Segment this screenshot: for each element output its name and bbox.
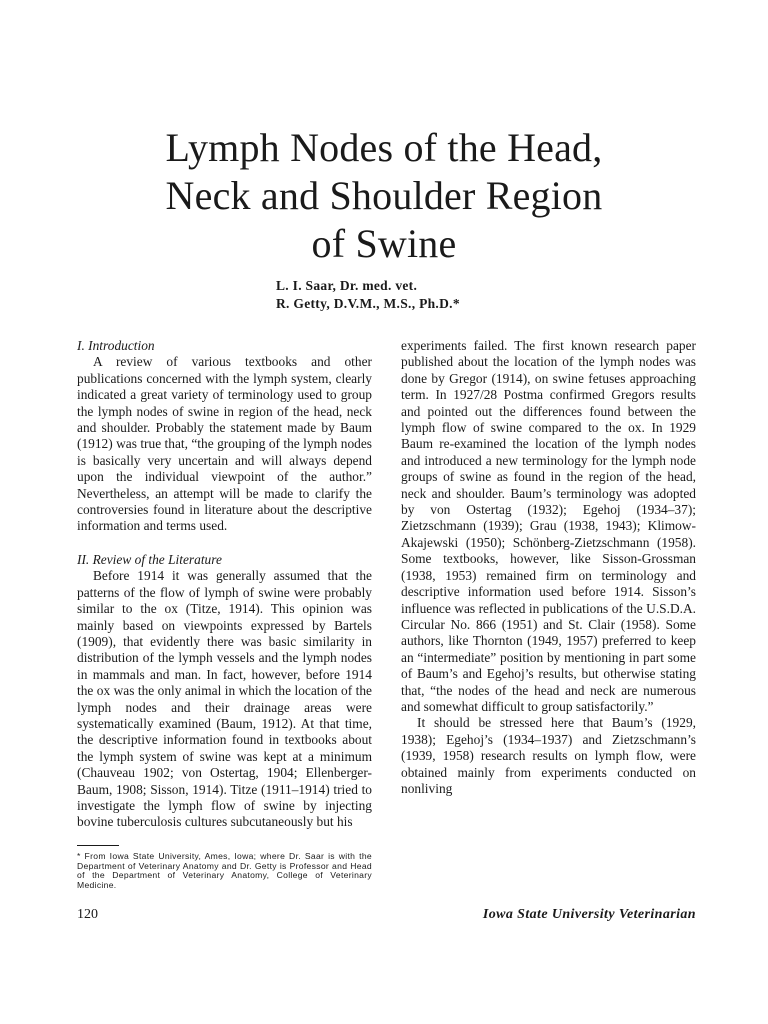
section-heading-introduction: I. Introduction xyxy=(77,338,155,353)
title-line-1: Lymph Nodes of the Head, xyxy=(165,125,603,170)
review-paragraph-1-part-2: experiments failed. The first known research paper published about the location of the lymph nodes was done by Gregor (1914), on swine fetuses approaching term. In 1927/28 Postma confirmed Gregors results and pointed out the differences found between the lymph flow of swine compared to the ox. In 1929 Baum re-examined the location of the lymph nodes and introduced a new terminology for the lymph node groups of swine as found in the region of the head, neck and shoulder. Baum’s terminology was adopted by von Ostertag (1932); Egehoj (1934–37); Zietzschmann (1939); Grau (1938, 1943); Klimow-Akajewski (1950); Schönberg-Zietzschmann (1958). Some textbooks, however, like Sisson-Grossman (1938, 1953) remained firm on terminology and descriptive information used before 1914. Sisson’s influence was reflected in publications of the U.S.D.A. Circular No. 866 (1951) and St. Clair (1958). Some authors, like Thornton (1949, 1957) preferred to keep an “intermediate” position by mentioning in part some of Baum’s and Egehoj’s results, but otherwise stating that, “the nodes of the head and neck are numerous and somewhat difficult to group satisfactorily.” xyxy=(401,338,696,714)
text-column-left xyxy=(77,338,372,831)
title-line-2: Neck and Shoulder Region xyxy=(165,173,603,218)
author-2: R. Getty, D.V.M., M.S., Ph.D.* xyxy=(276,296,460,311)
journal-name: Iowa State University Veterinarian xyxy=(482,907,696,922)
introduction-paragraph: A review of various textbooks and other publications concerned with the lymph system, clearly indicated a great variety of terminology used to group the lymph nodes of swine in region of the head, neck and shoulder. Probably the statement made by Baum (1912) was true that, “the grouping of the lymph nodes is basically very uncertain and will always depend upon the individual viewpoint of the author.” Nevertheless, an attempt will be made to clarify the controversies found in literature about the descriptive information and terms used. xyxy=(77,354,372,534)
review-paragraph-1-part-1: Before 1914 it was generally assumed that the patterns of the flow of lymph of swine were probably similar to the ox (Titze, 1914). This opinion was mainly based on viewpoints expressed by Bartels (1909), that evidently there was basic similarity in distribution of the lymph vessels and the lymph nodes in mammals and man. In fact, however, before 1914 the ox was the only animal in which the location of the lymph nodes and their drainage areas were systematically examined (Baum, 1912). At that time, the descriptive information found in textbooks about the lymph system of swine was kept at a minimum (Chauveau 1902; von Ostertag, 1904; Ellenberger-Baum, 1908; Sisson, 1914). Titze (1911–1914) tried to investigate the lymph flow of swine by injecting bovine tuberculosis cultures subcutaneously but his xyxy=(77,568,372,830)
page-number: 120 xyxy=(77,907,98,922)
author-1: L. I. Saar, Dr. med. vet. xyxy=(276,278,418,293)
author-list xyxy=(276,277,460,313)
footnote-divider xyxy=(77,845,119,846)
text-column-right xyxy=(401,338,696,797)
title-line-3: of Swine xyxy=(311,221,457,266)
section-heading-review: II. Review of the Literature xyxy=(77,551,222,567)
review-paragraph-2: It should be stressed here that Baum’s (1929, 1938); Egehoj’s (1934–1937) and Zietzschmann’s (1939, 1958) research results on lymph flow, were obtained mainly from experiments conducted on nonliving xyxy=(401,715,696,796)
article-title xyxy=(0,124,768,268)
author-affiliation-footnote: * From Iowa State University, Ames, Iowa; where Dr. Saar is with the Department of Veterinary Anatomy and Dr. Getty is Professor and Head of the Department of Veterinary Anatomy, College of Veterinary Medicine. xyxy=(77,851,372,890)
